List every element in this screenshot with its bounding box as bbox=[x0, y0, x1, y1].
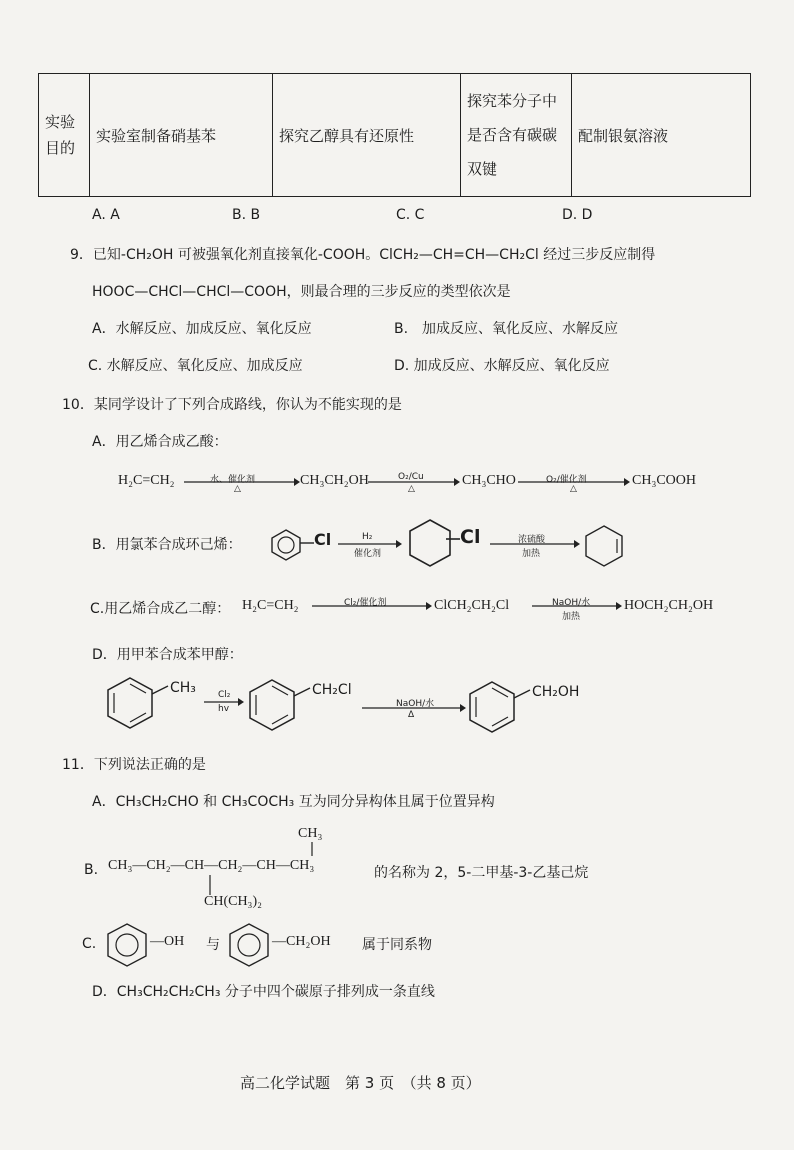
q11-c-g2: —CH₂OH bbox=[272, 934, 331, 949]
benzene-ring-icon bbox=[104, 922, 150, 968]
cell-4: 配制银氨溶液 bbox=[572, 74, 751, 197]
q10-stem: 10．某同学设计了下列合成路线，你认为不能实现的是 bbox=[62, 397, 402, 413]
q10-a-label: A．用乙烯合成乙酸： bbox=[92, 434, 228, 450]
q10-b-c2-top: 浓硫酸 bbox=[518, 535, 546, 545]
q9-option-d: D. 加成反应、水解反应、氧化反应 bbox=[394, 358, 610, 374]
q11-b-tail: 的名称为 2，5-二甲基-3-乙基己烷 bbox=[374, 865, 589, 881]
q10-d-c1-bot: hv bbox=[218, 704, 230, 714]
page-footer: 高二化学试题 第 3 页 （共 8 页） bbox=[240, 1074, 481, 1092]
bond-line bbox=[294, 686, 310, 698]
q11-b-bottom: CH(CH₃)₂ bbox=[204, 894, 262, 909]
bond-line bbox=[446, 534, 460, 544]
experiment-purpose-table bbox=[38, 73, 751, 197]
q10-b-c1-bot: 催化剂 bbox=[354, 549, 382, 559]
q10-d-label: D．用甲苯合成苯甲醇： bbox=[92, 647, 243, 663]
q11-b-label: B. bbox=[84, 862, 99, 878]
q10-b-c2-bot: 加热 bbox=[522, 549, 541, 559]
q10-a-c1-bot: △ bbox=[234, 484, 241, 494]
q10-a-s3: CH₃CHO bbox=[462, 473, 516, 488]
q8-option-a: A. A bbox=[92, 207, 120, 223]
q11-c-tail: 属于同系物 bbox=[362, 937, 432, 953]
q10-d-g1: CH₃ bbox=[170, 680, 196, 696]
q10-b-cl1: Cl bbox=[314, 530, 332, 549]
q10-c-c2-top: NaOH/水 bbox=[552, 598, 591, 608]
q11-option-d: D．CH₃CH₂CH₂CH₃ 分子中四个碳原子排列成一条直线 bbox=[92, 984, 435, 1000]
q10-d-g2: CH₂Cl bbox=[312, 682, 352, 698]
benzene-ring-icon bbox=[468, 680, 518, 734]
q10-c-s3: HOCH₂CH₂OH bbox=[624, 598, 714, 613]
q10-c-s2: ClCH₂CH₂Cl bbox=[434, 598, 510, 613]
q8-option-b: B. B bbox=[232, 207, 261, 223]
q10-c-label: C.用乙烯合成乙二醇： bbox=[90, 601, 231, 617]
q9-option-c: C. 水解反应、氧化反应、加成反应 bbox=[88, 358, 303, 374]
q9-option-b: B. 加成反应、氧化反应、水解反应 bbox=[394, 321, 619, 337]
q8-option-d: D. D bbox=[562, 207, 593, 223]
q11-b-top: CH₃ bbox=[298, 826, 323, 841]
q9-line2: HOOC—CHCl—CHCl—COOH，则最合理的三步反应的类型依次是 bbox=[92, 284, 511, 300]
q10-b-c1-top: H₂ bbox=[362, 532, 373, 542]
cell-1: 实验室制备硝基苯 bbox=[90, 74, 273, 197]
cyclohexene-ring-icon bbox=[582, 524, 626, 568]
benzene-ring-icon bbox=[268, 528, 304, 562]
bond-line bbox=[208, 875, 212, 895]
q10-d-c1-top: Cl₂ bbox=[218, 690, 231, 700]
q10-d-c2-top: NaOH/水 bbox=[396, 699, 435, 709]
q11-c-label: C. bbox=[82, 936, 97, 952]
bond-line bbox=[300, 538, 314, 548]
q11-c-g1: —OH bbox=[150, 934, 185, 949]
q8-option-c: C. C bbox=[396, 207, 425, 223]
q11-b-chain: CH₃—CH₂—CH—CH₂—CH—CH₃ bbox=[108, 858, 315, 873]
q10-a-s4: CH₃COOH bbox=[632, 473, 696, 488]
q10-a-c2-top: O₂/Cu bbox=[398, 472, 424, 482]
q11-option-a: A．CH₃CH₂CHO 和 CH₃COCH₃ 互为同分异构体且属于位置异构 bbox=[92, 794, 495, 810]
bond-line bbox=[310, 842, 314, 856]
benzene-ring-icon bbox=[226, 922, 272, 968]
q10-a-c3-top: O₂/催化剂 bbox=[546, 475, 587, 485]
benzene-ring-icon bbox=[106, 676, 156, 730]
q10-c-s1: H₂C=CH₂ bbox=[242, 598, 299, 613]
q10-a-s1: H₂C=CH₂ bbox=[118, 473, 175, 488]
q11-stem: 11．下列说法正确的是 bbox=[62, 757, 206, 773]
q10-c-c1-top: Cl₂/催化剂 bbox=[344, 598, 387, 608]
q11-c-mid: 与 bbox=[206, 937, 220, 953]
cell-2: 探究乙醇具有还原性 bbox=[273, 74, 461, 197]
bond-line bbox=[514, 688, 530, 700]
q10-b-label: B．用氯苯合成环己烯： bbox=[92, 537, 242, 553]
q9-line1: 9．已知-CH₂OH 可被强氧化剂直接氧化-COOH。ClCH₂—CH=CH—CH₂Cl 经过三步反应制得 bbox=[70, 247, 656, 263]
q10-a-s2: CH₃CH₂OH bbox=[300, 473, 369, 488]
q10-a-c2-bot: △ bbox=[408, 484, 415, 494]
q10-d-g3: CH₂OH bbox=[532, 684, 580, 700]
q9-option-a: A．水解反应、加成反应、氧化反应 bbox=[92, 321, 312, 337]
q10-a-c1-top: 水、催化剂 bbox=[210, 475, 256, 485]
q10-d-c2-bot: Δ bbox=[408, 710, 415, 720]
cell-3: 探究苯分子中是否含有碳碳双键 bbox=[461, 74, 572, 197]
bond-line bbox=[152, 684, 168, 696]
q10-a-c3-bot: △ bbox=[570, 484, 577, 494]
benzene-ring-icon bbox=[248, 678, 298, 732]
row-header: 实验目的 bbox=[39, 74, 90, 197]
q10-b-cl2: Cl bbox=[460, 526, 481, 548]
q10-c-c2-bot: 加热 bbox=[562, 612, 581, 622]
